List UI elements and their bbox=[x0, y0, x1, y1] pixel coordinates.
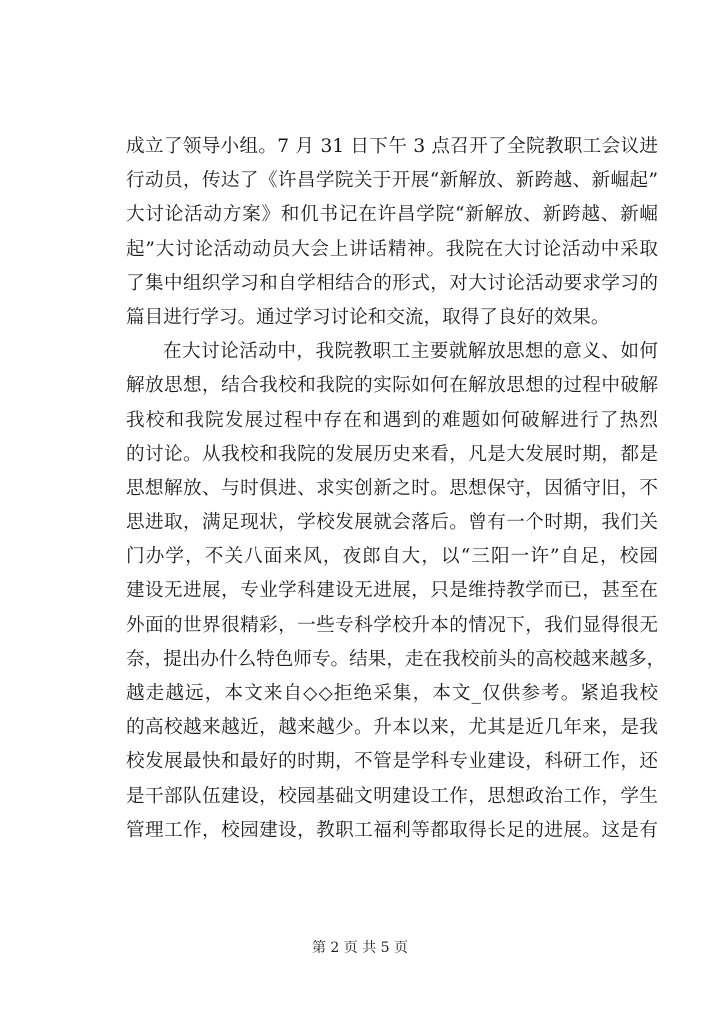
text-line: 越走越远，本文来自◇◇拒绝采集，本文_仅供参考。紧追我校 bbox=[126, 683, 658, 704]
text-line: 行动员，传达了《许昌学院关于开展“新解放、新跨越、新崛起” bbox=[126, 170, 658, 192]
text-line: 大讨论活动方案》和仉书记在许昌学院“新解放、新跨越、新崛 bbox=[126, 204, 658, 226]
text-line: 是干部队伍建设，校园基础文明建设工作，思想政治工作，学生 bbox=[126, 785, 658, 807]
document-body bbox=[126, 130, 666, 848]
page-number-footer: 第 2 页 共 5 页 bbox=[311, 940, 409, 956]
text-line: 解放思想，结合我校和我院的实际如何在解放思想的过程中破解 bbox=[126, 375, 658, 397]
text-line: 我校和我院发展过程中存在和遇到的难题如何破解进行了热烈 bbox=[126, 409, 658, 431]
text-line: 思进取，满足现状，学校发展就会落后。曾有一个时期，我们关 bbox=[126, 512, 658, 534]
text-line: 成立了领导小组。7 月 31 日下午 3 点召开了全院教职工会议进 bbox=[126, 136, 658, 157]
text-line: 校发展最快和最好的时期，不管是学科专业建设，科研工作，还 bbox=[126, 751, 658, 773]
text-line: 奈，提出办什么特色师专。结果，走在我校前头的高校越来越多， bbox=[126, 648, 666, 670]
text-line-indented: 在大讨论活动中，我院教职工主要就解放思想的意义、如何 bbox=[163, 341, 658, 363]
text-line: 建设无进展，专业学科建设无进展，只是维持教学而已，甚至在 bbox=[126, 580, 658, 602]
text-line: 了集中组织学习和自学相结合的形式，对大讨论活动要求学习的 bbox=[126, 272, 658, 294]
text-line: 外面的世界很精彩，一些专科学校升本的情况下，我们显得很无 bbox=[126, 614, 658, 636]
text-line: 门办学，不关八面来风，夜郎自大，以“三阳一许”自足，校园 bbox=[126, 546, 658, 568]
text-line: 思想解放、与时俱进、求实创新之时。思想保守，因循守旧，不 bbox=[126, 477, 658, 499]
paragraph-1 bbox=[126, 130, 658, 335]
text-line: 起”大讨论活动动员大会上讲话精神。我院在大讨论活动中采取 bbox=[126, 238, 658, 260]
text-line: 的讨论。从我校和我院的发展历史来看，凡是大发展时期，都是 bbox=[126, 443, 658, 465]
text-line: 管理工作，校园建设，教职工福利等都取得长足的进展。这是有 bbox=[126, 819, 658, 841]
paragraph-2 bbox=[126, 335, 666, 848]
text-line: 的高校越来越近，越来越少。升本以来，尤其是近几年来，是我 bbox=[126, 717, 658, 739]
text-line: 篇目进行学习。通过学习讨论和交流，取得了良好的效果。 bbox=[126, 306, 610, 328]
